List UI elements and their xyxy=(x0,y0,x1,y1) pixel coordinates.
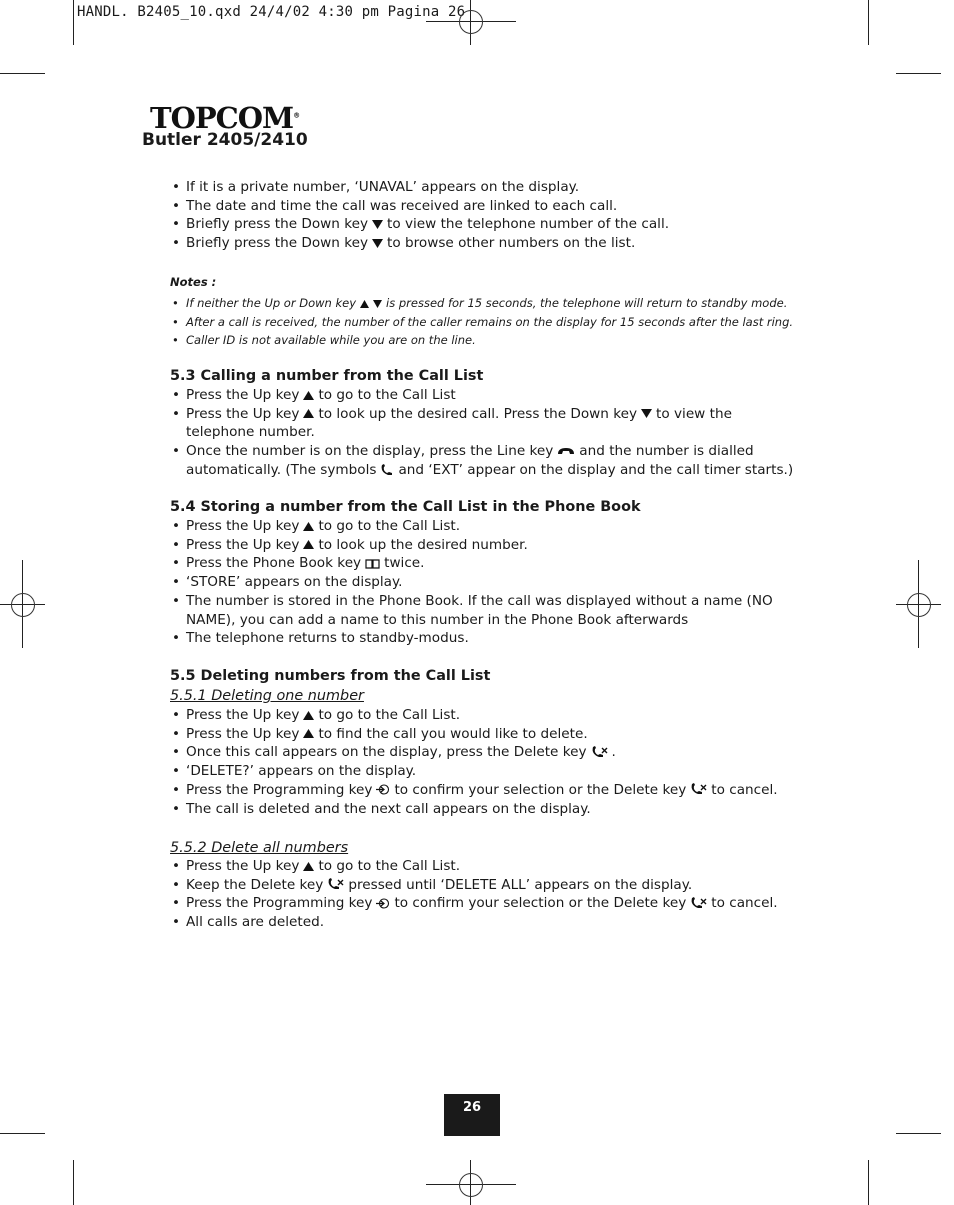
registration-circle xyxy=(459,1173,483,1197)
crop-mark xyxy=(73,1160,74,1205)
crop-mark xyxy=(0,73,45,74)
registration-circle xyxy=(11,593,35,617)
list-item: • Press the Up key to look up the desired number. xyxy=(170,536,800,555)
list-item: • Press the Up key to look up the desired call. Press the Down key to view the telephone number. xyxy=(170,405,800,442)
list-item: • Press the Up key to go to the Call List xyxy=(170,386,800,405)
brand-name: TOPCOM xyxy=(150,101,294,135)
down-arrow-icon xyxy=(641,409,652,418)
section-5-5-2-list xyxy=(170,857,800,932)
section-heading: 5.3 Calling a number from the Call List xyxy=(170,368,484,384)
list-item: • After a call is received, the number of the caller remains on the display for 15 seconds after the last ring. xyxy=(170,313,800,332)
crop-mark xyxy=(868,0,869,45)
up-arrow-icon xyxy=(303,729,314,738)
print-slug: HANDL. B2405_10.qxd 24/4/02 4:30 pm Pagina 26 xyxy=(77,4,466,20)
list-item: • Press the Up key to go to the Call List. xyxy=(170,706,800,725)
list-item: • Press the Programming key to confirm your selection or the Delete key to cancel. xyxy=(170,781,800,800)
delete-key-icon xyxy=(327,878,344,891)
list-item: • ‘DELETE?’ appears on the display. xyxy=(170,762,800,781)
list-item: • The date and time the call was received are linked to each call. xyxy=(170,197,800,216)
crop-mark xyxy=(0,1133,45,1134)
programming-key-icon xyxy=(376,784,390,795)
list-item: • The telephone returns to standby-modus. xyxy=(170,629,800,648)
up-arrow-icon xyxy=(303,540,314,549)
up-arrow-icon xyxy=(303,711,314,720)
down-arrow-icon xyxy=(372,220,383,229)
list-item: • Caller ID is not available while you are on the line. xyxy=(170,331,800,350)
list-item: • The number is stored in the Phone Book. If the call was displayed without a name (NO NAME), you can add a name to this number in the Phone Book afterwards xyxy=(170,592,800,629)
delete-key-icon xyxy=(690,783,707,796)
up-arrow-icon xyxy=(303,862,314,871)
crop-mark xyxy=(73,0,74,45)
list-item: • All calls are deleted. xyxy=(170,913,800,932)
list-item: • Press the Up key to find the call you would like to delete. xyxy=(170,725,800,744)
line-key-icon xyxy=(557,447,575,455)
intro-list xyxy=(170,178,800,253)
list-item: • ‘STORE’ appears on the display. xyxy=(170,573,800,592)
list-item: • Press the Programming key to confirm your selection or the Delete key to cancel. xyxy=(170,894,800,913)
delete-key-icon xyxy=(591,746,608,759)
subsection-heading: 5.5.2 Delete all numbers xyxy=(170,840,349,856)
phone-book-icon xyxy=(365,558,380,569)
notes-list xyxy=(170,294,800,350)
notes-title: Notes : xyxy=(170,275,217,289)
down-arrow-icon xyxy=(372,239,383,248)
crop-mark xyxy=(896,73,941,74)
section-heading: 5.5 Deleting numbers from the Call List xyxy=(170,668,491,684)
registration-circle xyxy=(907,593,931,617)
up-arrow-icon xyxy=(303,522,314,531)
registered-mark: ® xyxy=(293,111,300,120)
section-5-4-list xyxy=(170,517,800,648)
subsection-heading: 5.5.1 Deleting one number xyxy=(170,688,364,704)
section-heading: 5.4 Storing a number from the Call List in the Phone Book xyxy=(170,499,641,515)
page-number: 26 xyxy=(444,1094,500,1136)
list-item: • Briefly press the Down key to browse other numbers on the list. xyxy=(170,234,800,253)
list-item: • The call is deleted and the next call appears on the display. xyxy=(170,800,800,819)
up-down-arrows-icon xyxy=(360,299,382,308)
model-title: Butler 2405/2410 xyxy=(142,130,308,150)
list-item: • Briefly press the Down key to view the telephone number of the call. xyxy=(170,215,800,234)
list-item: • Press the Up key to go to the Call List. xyxy=(170,857,800,876)
up-arrow-icon xyxy=(303,409,314,418)
delete-key-icon xyxy=(690,897,707,910)
up-arrow-icon xyxy=(303,391,314,400)
section-5-3-list xyxy=(170,386,800,480)
list-item: • Once the number is on the display, press the Line key and the number is dialled automatically. (The symbols and ‘EXT’ appear on the display and the call timer starts.) xyxy=(170,442,800,479)
crop-mark xyxy=(896,1133,941,1134)
section-5-5-1-list xyxy=(170,706,800,818)
list-item: • If neither the Up or Down key is pressed for 15 seconds, the telephone will return to standby mode. xyxy=(170,294,800,313)
list-item: • Press the Up key to go to the Call List. xyxy=(170,517,800,536)
handset-icon xyxy=(380,464,394,476)
list-item: • Press the Phone Book key twice. xyxy=(170,554,800,573)
list-item: • If it is a private number, ‘UNAVAL’ appears on the display. xyxy=(170,178,800,197)
list-item: • Once this call appears on the display, press the Delete key . xyxy=(170,743,800,762)
registration-circle xyxy=(459,10,483,34)
programming-key-icon xyxy=(376,898,390,909)
crop-mark xyxy=(868,1160,869,1205)
list-item: • Keep the Delete key pressed until ‘DELETE ALL’ appears on the display. xyxy=(170,876,800,895)
